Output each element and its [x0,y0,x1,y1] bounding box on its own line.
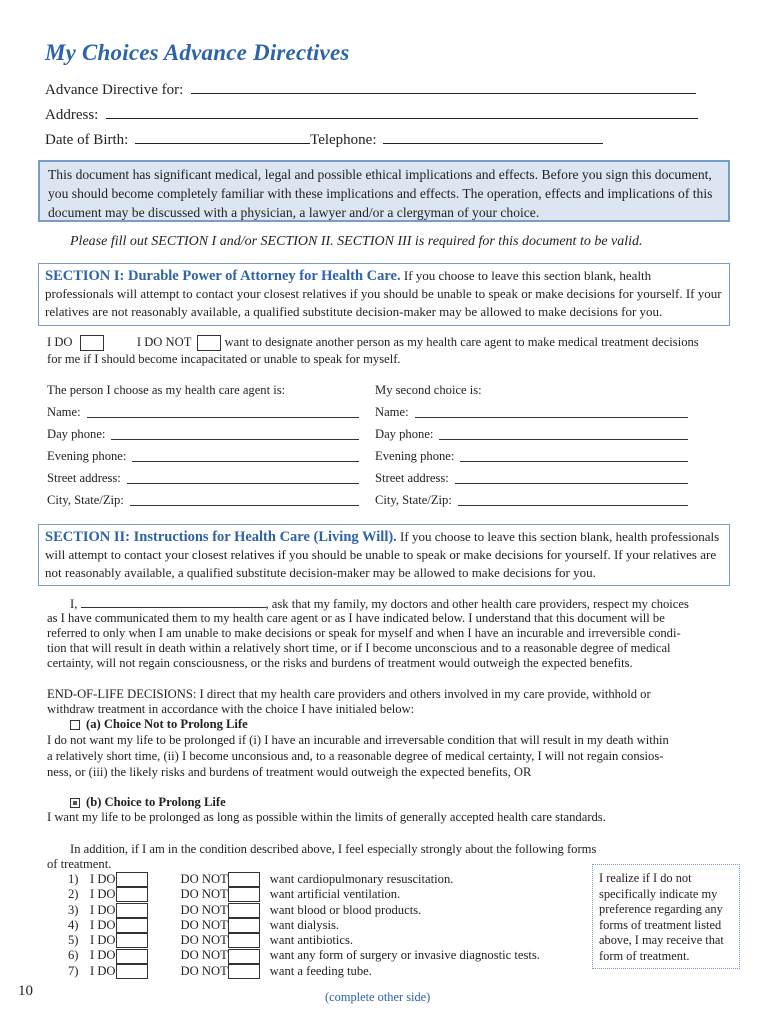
telephone-field[interactable] [383,129,603,144]
treatment-row [68,933,588,948]
second-city-field[interactable] [458,493,688,506]
treatment-do-label: I DO [90,963,116,978]
advance-directive-for-label: Advance Directive for: [45,82,184,98]
choice-a-line: a relatively short time, (ii) I become unconsious and, to a reasonable degree of medical certainty, I will not regain consios- [47,749,664,763]
choice-b-label: (b) Choice to Prolong Life [86,795,226,809]
choice-b-row [70,795,226,811]
treatment-text: want cardiopulmonary resuscitation. [269,871,454,886]
second-name-row [375,405,688,420]
para1-rest-text: , ask that my family, my doctors and other health care providers, respect my choices [265,597,689,611]
treatment-note-text: I realize if I do not specifically indicate my preference regarding any forms of treatment listed above, I may receive that form of treatment. [599,871,724,963]
agent-name-label: Name: [47,405,81,419]
section1-i-do-not-label: I DO NOT [136,335,192,349]
section2-para1-line: referred to only when I am unable to make decisions or speak for myself and when I have an incurable and irreversible condi- [47,626,681,640]
eol-line: END-OF-LIFE DECISIONS: I direct that my health care providers and others involved in my care provide, withhold or [47,687,651,701]
treatment-row [68,903,588,918]
instruction-text: Please fill out SECTION I and/or SECTION II. SECTION III is required for this document to be valid. [70,234,643,249]
choice-a-row [70,717,248,733]
agent-evening-phone-label: Evening phone: [47,449,127,463]
agent-street-field[interactable] [127,471,359,484]
treatment-number: 1) [68,871,79,886]
second-day-phone-row [375,427,688,442]
treatment-do-not-checkbox[interactable] [228,872,260,887]
treatment-do-label: I DO [90,871,116,886]
treatment-number: 5) [68,933,79,948]
treatment-do-not-checkbox[interactable] [228,933,260,948]
section1-i-do-label: I DO [47,335,73,349]
section2-para1-line: tion that will result in death within a relatively short time, or if I become unconscious and to a reasonable degree of medical [47,641,671,655]
treatment-do-not-label: DO NOT [180,963,228,978]
advance-directive-for-row [45,79,696,99]
eol-line: withdraw treatment in accordance with the choice I have initialed below: [47,702,415,716]
treatment-do-checkbox[interactable] [116,903,148,918]
document-title: My Choices Advance Directives [45,40,350,65]
section1-designate-text: want to designate another person as my health care agent to make medical treatment decisions [224,335,699,349]
treatment-do-not-checkbox[interactable] [228,918,260,933]
second-evening-phone-label: Evening phone: [375,449,455,463]
second-evening-phone-row [375,449,688,464]
second-name-label: Name: [375,405,409,419]
second-street-row [375,471,688,486]
choice-a-label: (a) Choice Not to Prolong Life [86,717,248,731]
agent-heading: The person I choose as my health care agent is: [47,383,286,397]
telephone-label: Telephone: [310,132,377,148]
second-street-label: Street address: [375,471,449,485]
address-label: Address: [45,107,99,123]
agent-day-phone-label: Day phone: [47,427,106,441]
treatment-text: want blood or blood products. [269,902,422,917]
second-day-phone-field[interactable] [439,427,688,440]
dob-field[interactable] [135,129,310,144]
treatment-do-not-checkbox[interactable] [228,949,260,964]
second-choice-heading: My second choice is: [375,383,482,397]
treatment-number: 6) [68,948,79,963]
treatment-do-label: I DO [90,887,116,902]
treatment-text: want artificial ventilation. [269,887,401,902]
treatment-text: want a feeding tube. [269,963,372,978]
treatment-do-label: I DO [90,948,116,963]
treatment-do-checkbox[interactable] [116,887,148,902]
section1-designate-row [47,335,737,351]
choice-b-checkbox[interactable] [70,798,80,808]
treatment-do-not-checkbox[interactable] [228,964,260,979]
agent-street-row [47,471,359,486]
addition-line2: of treatment. [47,857,112,871]
section2-heading: SECTION II: Instructions for Health Care (Living Will). [45,529,397,545]
choice-b-text: I want my life to be prolonged as long as possible within the limits of generally accepted health care standards. [47,810,606,824]
treatment-number: 4) [68,917,79,932]
page-number: 10 [18,983,33,999]
treatment-do-not-label: DO NOT [180,902,228,917]
treatment-text: want antibiotics. [269,933,354,948]
treatment-row [68,964,588,979]
section1-text: If you choose to leave this section blank, health professionals will attempt to contact your closest relatives if you should be unable to speak or make decisions for yourself. If your relatives are not reasonably available, a qualified substitute decision-maker may be allowed to make decisions for you. [45,268,722,319]
treatment-do-not-label: DO NOT [180,948,228,963]
section1-heading: SECTION I: Durable Power of Attorney for Health Care. [45,268,401,284]
agent-day-phone-field[interactable] [111,427,359,440]
treatment-do-label: I DO [90,917,116,932]
legal-notice-box [38,160,730,222]
agent-street-label: Street address: [47,471,121,485]
second-street-field[interactable] [455,471,688,484]
treatment-do-not-label: DO NOT [180,887,228,902]
choice-a-line: I do not want my life to be prolonged if (i) I have an incurable and irreversable condition that will result in my death within [47,733,669,747]
second-city-label: City, State/Zip: [375,493,452,507]
treatment-row [68,948,588,963]
treatment-text: want dialysis. [269,917,340,932]
second-day-phone-label: Day phone: [375,427,434,441]
agent-city-label: City, State/Zip: [47,493,124,507]
para1-i-label: I, [70,597,78,611]
section2-para1-line: as I have communicated them to my health care agent or as I have indicated below. I understand that this document will be [47,611,665,625]
section1-i-do-not-checkbox[interactable] [197,335,221,351]
advance-directive-for-field[interactable] [191,79,696,94]
second-evening-phone-field[interactable] [460,449,688,462]
treatment-do-checkbox[interactable] [116,918,148,933]
agent-name-row [47,405,359,420]
address-row [45,104,698,124]
treatment-number: 7) [68,963,79,978]
footer-text: (complete other side) [325,990,431,1004]
choice-a-line: ness, or (iii) the likely risks and burdens of treatment would outweigh the expected benefits, OR [47,765,532,779]
treatment-text: want any form of surgery or invasive diagnostic tests. [269,948,540,963]
second-name-field[interactable] [415,405,688,418]
treatment-number: 2) [68,887,79,902]
section2-box [38,524,730,586]
dob-telephone-row [45,129,603,149]
legal-notice-text: This document has significant medical, legal and possible ethical implications and effects. Before you sign this document, you should become completely familiar with these implications and effects. The operation, effects and implications of this document may be discussed with a physician, a lawyer and/or a clergyman of your choice. [48,167,713,220]
treatment-note-box [592,864,740,969]
agent-evening-phone-row [47,449,359,464]
treatment-do-not-label: DO NOT [180,871,228,886]
treatment-do-label: I DO [90,933,116,948]
choice-a-checkbox[interactable] [70,720,80,730]
treatment-row [68,887,588,902]
section2-para1-line: certainty, will not regain consciousness, or the risks and burdens of treatment would outweigh the expected benefits. [47,656,633,670]
agent-city-field[interactable] [130,493,359,506]
addition-line1: In addition, if I am in the condition described above, I feel especially strongly about the following forms [70,842,597,856]
section1-designate-text2: for me if I should become incapacitated or unable to speak for myself. [47,352,401,366]
second-city-row [375,493,688,508]
treatment-do-checkbox[interactable] [116,933,148,948]
treatment-do-not-label: DO NOT [180,933,228,948]
treatment-do-not-checkbox[interactable] [228,887,260,902]
treatment-do-label: I DO [90,902,116,917]
treatment-number: 3) [68,902,79,917]
agent-evening-phone-field[interactable] [132,449,359,462]
agent-city-row [47,493,359,508]
treatment-list [68,872,588,979]
treatment-row [68,872,588,887]
address-field[interactable] [106,104,698,119]
section1-box [38,263,730,326]
agent-day-phone-row [47,427,359,442]
section2-para1-first-line [70,595,689,613]
treatment-do-not-checkbox[interactable] [228,903,260,918]
para1-name-field[interactable] [81,595,266,608]
treatment-do-checkbox[interactable] [116,964,148,979]
treatment-do-checkbox[interactable] [116,872,148,887]
section1-i-do-checkbox[interactable] [80,335,104,351]
treatment-do-checkbox[interactable] [116,949,148,964]
section2-text: If you choose to leave this section blank, health professionals will attempt to contact your closest relatives if you should be unable to speak or make decisions for yourself. If your relatives are not reasonably available, a qualified substitute decision-maker may be allowed to make decisions for you. [45,529,720,580]
dob-label: Date of Birth: [45,132,129,148]
treatment-do-not-label: DO NOT [180,917,228,932]
agent-name-field[interactable] [87,405,359,418]
treatment-row [68,918,588,933]
